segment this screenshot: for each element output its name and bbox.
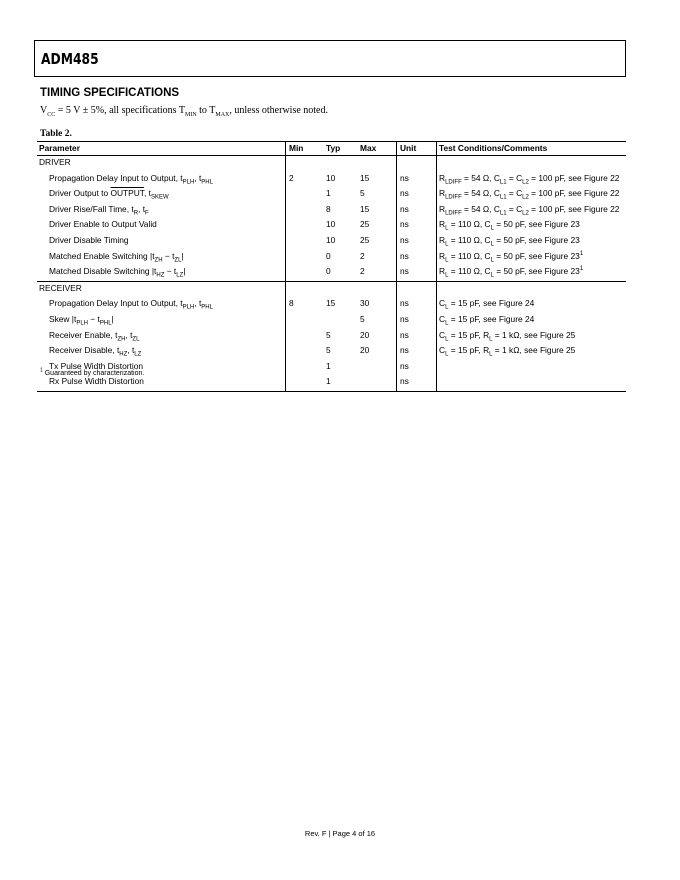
parameter-cell: Matched Disable Switching $|t_{HZ} - t_{LZ}|$	[37, 265, 286, 281]
group-label-driver: DRIVER	[37, 156, 286, 172]
parameter-cell: Driver Disable Timing	[37, 234, 286, 250]
timing-spec-table	[37, 141, 626, 392]
table-row	[37, 250, 626, 266]
page-footer: Rev. F | Page 4 of 16	[304, 829, 376, 838]
max-cell: 2	[357, 265, 397, 281]
conditions-cell: $C_L = 15$ pF, see Figure 24	[439, 313, 535, 327]
typ-cell: 1	[323, 375, 357, 391]
typ-cell: 1	[326, 360, 331, 371]
table-row	[37, 187, 626, 203]
typ-cell: 0	[326, 250, 331, 261]
min-cell: 8	[289, 298, 294, 309]
table-row	[37, 218, 626, 234]
conditions-cell: $R_L = 110$ Ω, $C_L = 50$ pF, see Figure $23^1$	[439, 266, 584, 279]
min-cell	[286, 344, 324, 360]
section-intro: $V_{CC} = 5$ V ± 5%, all specifications $T_{MIN}$ to $T_{MAX}$, unless otherwise noted.	[40, 105, 328, 118]
unit-cell: ns	[397, 250, 437, 266]
parameter-cell: Propagation Delay Input to Output, $t_{PLH}$, $t_{PHL}$	[37, 172, 286, 188]
max-cell: 25	[357, 218, 397, 234]
table-header-row	[37, 142, 626, 156]
min-cell	[286, 234, 324, 250]
unit-cell: ns	[397, 360, 437, 376]
conditions-cell	[437, 360, 627, 376]
min-cell	[286, 329, 324, 345]
table-row	[37, 265, 626, 281]
max-cell	[357, 360, 397, 376]
group-label-receiver: RECEIVER	[37, 281, 286, 297]
min-cell	[286, 203, 324, 219]
typ-cell: 0	[326, 266, 331, 277]
unit-cell: ns	[397, 344, 437, 360]
max-cell: 20	[357, 344, 397, 360]
unit-cell: ns	[397, 297, 437, 313]
table-row	[37, 297, 626, 313]
table-row	[37, 203, 626, 219]
table-label: Table 2.	[40, 129, 72, 139]
conditions-cell: $R_{LDIFF} = 54$ Ω, $C_{L1} = C_{L2} = 100$ pF, see Figure 22	[439, 203, 620, 217]
conditions-cell: $R_L = 110$ Ω, $C_L = 50$ pF, see Figure $23^1$	[439, 250, 584, 264]
conditions-cell: $C_L = 15$ pF, $R_L = 1$ kΩ, see Figure 25	[439, 345, 576, 358]
group-row-receiver	[37, 281, 626, 297]
conditions-cell	[437, 375, 627, 391]
parameter-cell: Driver Output to OUTPUT, $t_{SKEW}$	[37, 187, 286, 203]
parameter-cell: Rx Pulse Width Distortion	[37, 375, 286, 391]
typ-cell: 5	[326, 345, 331, 356]
parameter-cell: Receiver Disable, $t_{HZ}$, $t_{LZ}$	[37, 344, 286, 360]
table-row	[37, 172, 626, 188]
parameter-cell: Matched Enable Switching $|t_{ZH} - t_{ZL}|$	[37, 250, 286, 266]
typ-cell: 10	[326, 219, 336, 230]
table-row	[37, 329, 626, 345]
min-cell	[286, 375, 324, 391]
max-cell: 30	[357, 297, 397, 313]
unit-cell: ns	[397, 375, 437, 391]
max-cell	[357, 375, 397, 391]
unit-cell: ns	[397, 218, 437, 234]
max-cell: 5	[357, 187, 397, 203]
typ-cell: 10	[326, 234, 336, 245]
max-cell: 2	[357, 250, 397, 266]
parameter-cell: Driver Enable to Output Valid	[37, 218, 286, 234]
table-row	[37, 234, 626, 250]
header-unit: Unit	[397, 142, 437, 156]
conditions-cell: $C_L = 15$ pF, $R_L = 1$ kΩ, see Figure 25	[439, 329, 576, 343]
unit-cell: ns	[397, 265, 437, 281]
parameter-cell: Tx Pulse Width Distortion	[37, 360, 286, 376]
min-cell	[286, 313, 324, 329]
unit-cell: ns	[397, 203, 437, 219]
conditions-cell: $R_L = 110$ Ω, $C_L = 50$ pF, see Figure 23	[439, 219, 580, 233]
header-min: Min	[286, 142, 324, 156]
min-cell	[286, 187, 324, 203]
parameter-cell: Propagation Delay Input to Output, $t_{PLH}$, $t_{PHL}$	[37, 297, 286, 313]
group-row-driver	[37, 156, 626, 172]
max-cell: 5	[357, 313, 397, 329]
typ-cell: 1	[326, 188, 331, 199]
table-row	[37, 375, 626, 391]
max-cell: 15	[357, 172, 397, 188]
typ-cell: 8	[326, 203, 331, 214]
driver-group	[37, 156, 626, 282]
min-cell	[286, 265, 324, 281]
typ-cell: 5	[326, 329, 331, 340]
unit-cell: ns	[397, 187, 437, 203]
conditions-cell: $R_{LDIFF} = 54$ Ω, $C_{L1} = C_{L2} = 100$ pF, see Figure 22	[439, 188, 620, 201]
min-cell	[286, 360, 324, 376]
part-number: ADM485	[41, 50, 99, 68]
min-cell	[286, 218, 324, 234]
max-cell: 15	[357, 203, 397, 219]
footnote: $^1$ Guaranteed by characterization.	[40, 367, 145, 377]
typ-cell: 10	[326, 172, 336, 183]
typ-cell	[323, 313, 357, 329]
parameter-cell: Receiver Enable, $t_{ZH}$, $t_{ZL}$	[37, 329, 286, 345]
conditions-cell: $C_L = 15$ pF, see Figure 24	[439, 298, 535, 312]
table-row	[37, 344, 626, 360]
unit-cell: ns	[397, 172, 437, 188]
header-parameter: Parameter	[37, 142, 286, 156]
unit-cell: ns	[397, 329, 437, 345]
table-row	[37, 313, 626, 329]
typ-cell: 15	[326, 298, 336, 309]
parameter-cell: Driver Rise/Fall Time, $t_R$, $t_F$	[37, 203, 286, 219]
conditions-cell: $R_{LDIFF} = 54$ Ω, $C_{L1} = C_{L2} = 100$ pF, see Figure 22	[439, 172, 620, 186]
max-cell: 25	[357, 234, 397, 250]
unit-cell: ns	[397, 313, 437, 329]
conditions-cell: $R_L = 110$ Ω, $C_L = 50$ pF, see Figure 23	[439, 234, 580, 248]
header-conditions: Test Conditions/Comments	[437, 142, 627, 156]
parameter-cell: Skew $|t_{PLH} - t_{PHL}|$	[37, 313, 286, 329]
header-max: Max	[357, 142, 397, 156]
header-typ: Typ	[323, 142, 357, 156]
min-cell	[286, 250, 324, 266]
page-header	[34, 40, 626, 77]
max-cell: 20	[357, 329, 397, 345]
unit-cell: ns	[397, 234, 437, 250]
section-title: TIMING SPECIFICATIONS	[40, 87, 180, 99]
min-cell: 2	[289, 172, 294, 183]
